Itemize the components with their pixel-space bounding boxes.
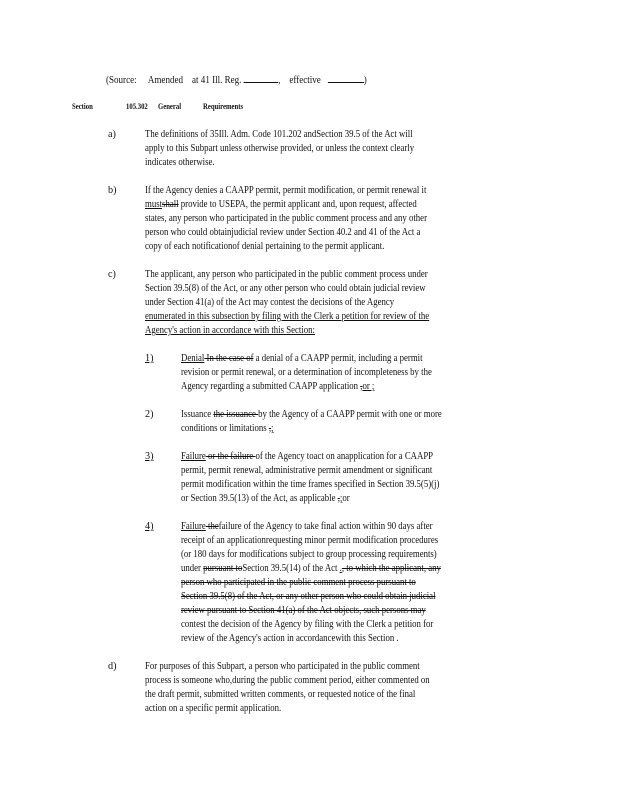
- inserted-text: must: [145, 199, 163, 210]
- item-4-line: [181, 591, 436, 603]
- item-2-line: [181, 409, 442, 421]
- inserted-text: .: [339, 563, 342, 574]
- section-title-requirements: Requirements: [203, 101, 244, 111]
- subsection-b-line: [145, 199, 417, 211]
- text-run: failure of the Agency to take final action within 90 days after: [218, 521, 433, 532]
- section-number: 105.302: [126, 101, 148, 111]
- inserted-text: enumerated in this subsection by filing with the Clerk a petition for review of the: [145, 311, 430, 322]
- text-run: of the Agency toact on anapplication for a CAAPP: [255, 451, 434, 462]
- text-run: provide to USEPA, the permit applicant and, upon request, affected: [178, 199, 417, 210]
- text-run: Section 39.5(14) of the Act: [242, 563, 338, 574]
- item-3-line: [181, 493, 350, 505]
- item-1-marker: [145, 353, 154, 365]
- subsection-b-line: person who could obtainjudicial review under Section 40.2 and 41 of the Act a: [145, 227, 421, 238]
- source-at: at 41 Ill. Reg.: [192, 75, 242, 86]
- subsection-b-line: states, any person who participated in the public comment process and any other: [145, 213, 427, 224]
- subsection-d-line: action on a specific permit application.: [145, 703, 282, 714]
- effective-date-blank: [328, 73, 364, 83]
- deleted-text: Section 39.5(8) of the Act, or any other person who could obtain judicial: [181, 591, 436, 602]
- deleted-text: the: [205, 521, 219, 532]
- section-title-general: General: [158, 101, 182, 111]
- item-1-line: revision or permit renewal, or a determination of incompleteness by the: [181, 367, 432, 378]
- text-run: Issuance: [181, 409, 214, 420]
- text-run: or: [342, 493, 350, 504]
- deleted-text: the issuance: [213, 409, 259, 420]
- deleted-text: In the case of: [204, 353, 254, 364]
- register-blank: [244, 73, 278, 83]
- item-4-line: receipt of an applicationrequesting minor permit modification procedures: [181, 535, 439, 546]
- item-3-line: permit, permit renewal, administrative permit amendment or significant: [181, 465, 433, 476]
- item-1-line: [181, 353, 423, 365]
- deleted-text: pursuant to: [203, 563, 243, 574]
- inserted-text: ;: [271, 423, 274, 434]
- text-run: Agency regarding a submitted CAAPP application: [181, 381, 359, 392]
- inserted-text: Failure: [181, 451, 206, 462]
- item-4-line: [181, 521, 433, 533]
- item-4-line: contest the decision of the Agency by filing with the Clerk a petition for: [181, 619, 434, 630]
- subsection-a-line: apply to this Subpart unless otherwise provided, or unless the context clearly: [145, 143, 415, 154]
- text-run: by the Agency of a CAAPP permit with one or more: [258, 409, 442, 420]
- item-3-number: 3): [145, 451, 154, 462]
- inserted-text: ;: [339, 493, 343, 504]
- source-prefix: (Source:: [106, 75, 137, 86]
- item-4-marker: [145, 521, 154, 533]
- subsection-c-line: Section 39.5(8) of the Act, or any other person who could obtain judicial review: [145, 283, 426, 294]
- subsection-d-line: For purposes of this Subpart, a person who participated in the public comment: [145, 661, 420, 672]
- deleted-text: or the failure: [205, 451, 256, 462]
- item-4-line: [181, 605, 426, 617]
- deleted-text: ,: [337, 493, 340, 504]
- inserted-text: Denial: [181, 353, 205, 364]
- subsection-c-line: under Section 41(a) of the Act may contest the decisions of the Agency: [145, 297, 395, 308]
- item-4-line: review of the Agency's action in accordancewith this Section .: [181, 633, 399, 644]
- item-3-line: permit modification within the time frames specified in Section 39.5(5)(j): [181, 479, 440, 490]
- item-2-marker: 2): [145, 409, 154, 420]
- inserted-text: Agency's action in accordance with this Section:: [145, 325, 315, 336]
- subsection-a-line: indicates otherwise.: [145, 157, 215, 168]
- deleted-text: ,: [360, 381, 363, 392]
- item-3-marker: [145, 451, 154, 463]
- item-1-number: 1): [145, 353, 154, 364]
- section-word: Section: [72, 101, 93, 111]
- deleted-text: , to which the applicant, any: [341, 563, 441, 574]
- subsection-d-line: the draft permit, submitted written comments, or requested notice of the final: [145, 689, 416, 700]
- item-3-line: [181, 451, 433, 463]
- text-run: under: [181, 563, 204, 574]
- subsection-c-marker: c): [108, 269, 116, 280]
- item-4-line: (or 180 days for modifications subject to group processing requirements): [181, 549, 437, 560]
- inserted-text: or ;: [362, 381, 375, 392]
- inserted-text: Failure: [181, 521, 206, 532]
- item-2-line: [181, 423, 273, 435]
- item-1-line: [181, 381, 374, 393]
- source-amended: Amended: [147, 75, 183, 86]
- subsection-c-line: The applicant, any person who participated in the public comment process under: [145, 269, 428, 280]
- item-4-line: [181, 563, 441, 575]
- item-4-line: [181, 577, 416, 589]
- item-4-number: 4): [145, 521, 154, 532]
- subsection-d-marker: d): [108, 661, 117, 672]
- deleted-text: shall: [162, 199, 179, 210]
- subsection-d-line: process is someone who,during the public comment period, either commented on: [145, 675, 430, 686]
- subsection-c-line: [145, 325, 315, 337]
- text-run: or Section 39.5(13) of the Act, as applicable: [181, 493, 338, 504]
- deleted-text: review pursuant to Section 41(a) of the Act objects, such persons may: [181, 605, 426, 616]
- subsection-c-line: [145, 311, 429, 323]
- text-run: conditions or limitations: [181, 423, 269, 434]
- subsection-b-line: If the Agency denies a CAAPP permit, permit modification, or permit renewal it: [145, 185, 427, 196]
- source-effective: effective: [289, 75, 321, 86]
- subsection-a-marker: a): [108, 129, 116, 140]
- deleted-text: ,: [268, 423, 272, 434]
- source-note: (Source: Amended at 41 Ill. Reg. , effective ): [106, 75, 367, 86]
- source-close: ): [363, 75, 367, 86]
- subsection-b-marker: b): [108, 185, 117, 196]
- subsection-b-line: copy of each notificationof denial pertaining to the permit applicant.: [145, 241, 385, 252]
- subsection-a-line: The definitions of 35Ill. Adm. Code 101.202 andSection 39.5 of the Act will: [145, 129, 413, 140]
- text-run: a denial of a CAAPP permit, including a permit: [253, 353, 423, 364]
- deleted-text: person who participated in the public comment process pursuant to: [181, 577, 416, 588]
